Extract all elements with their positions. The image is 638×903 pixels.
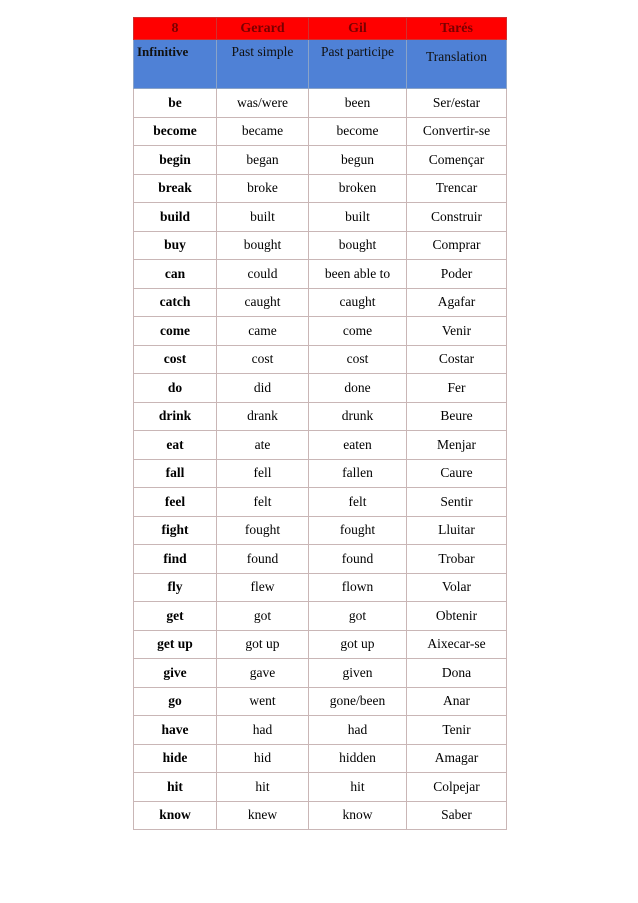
cell-past-simple: caught: [217, 288, 309, 317]
cell-infinitive: drink: [134, 402, 217, 431]
table-row: [134, 602, 507, 631]
cell-past-simple: could: [217, 260, 309, 289]
table-row: [134, 231, 507, 260]
table-row: [134, 630, 507, 659]
cell-translation: Comprar: [407, 231, 507, 260]
cell-translation: Ser/estar: [407, 89, 507, 118]
irregular-verbs-table: [133, 17, 507, 830]
title-row: [134, 18, 507, 40]
cell-past-participle: got up: [309, 630, 407, 659]
cell-past-participle: begun: [309, 146, 407, 175]
cell-translation: Lluitar: [407, 516, 507, 545]
cell-past-simple: broke: [217, 174, 309, 203]
cell-translation: Començar: [407, 146, 507, 175]
cell-infinitive: cost: [134, 345, 217, 374]
cell-past-simple: fell: [217, 459, 309, 488]
title-cell-surname-1: Gil: [309, 18, 407, 40]
cell-past-participle: drunk: [309, 402, 407, 431]
cell-past-participle: been: [309, 89, 407, 118]
cell-infinitive: come: [134, 317, 217, 346]
cell-past-simple: found: [217, 545, 309, 574]
cell-past-simple: got: [217, 602, 309, 631]
cell-infinitive: buy: [134, 231, 217, 260]
cell-infinitive: know: [134, 801, 217, 830]
table-row: [134, 488, 507, 517]
table-row: [134, 801, 507, 830]
cell-past-simple: fought: [217, 516, 309, 545]
cell-past-simple: came: [217, 317, 309, 346]
cell-past-participle: felt: [309, 488, 407, 517]
cell-past-simple: ate: [217, 431, 309, 460]
cell-translation: Costar: [407, 345, 507, 374]
cell-past-participle: given: [309, 659, 407, 688]
cell-translation: Convertir-se: [407, 117, 507, 146]
cell-infinitive: become: [134, 117, 217, 146]
cell-infinitive: hit: [134, 773, 217, 802]
cell-past-participle: been able to: [309, 260, 407, 289]
table-row: [134, 773, 507, 802]
cell-past-simple: drank: [217, 402, 309, 431]
cell-infinitive: get up: [134, 630, 217, 659]
cell-past-simple: knew: [217, 801, 309, 830]
cell-translation: Fer: [407, 374, 507, 403]
cell-infinitive: break: [134, 174, 217, 203]
cell-translation: Trencar: [407, 174, 507, 203]
column-header-row: [134, 40, 507, 89]
cell-past-participle: caught: [309, 288, 407, 317]
cell-translation: Poder: [407, 260, 507, 289]
cell-infinitive: fly: [134, 573, 217, 602]
cell-past-participle: bought: [309, 231, 407, 260]
cell-past-participle: know: [309, 801, 407, 830]
cell-past-simple: flew: [217, 573, 309, 602]
cell-translation: Caure: [407, 459, 507, 488]
cell-infinitive: fight: [134, 516, 217, 545]
cell-translation: Tenir: [407, 716, 507, 745]
cell-past-simple: built: [217, 203, 309, 232]
cell-past-participle: found: [309, 545, 407, 574]
cell-past-simple: hit: [217, 773, 309, 802]
table-row: [134, 117, 507, 146]
table-row: [134, 516, 507, 545]
cell-past-simple: did: [217, 374, 309, 403]
cell-past-participle: hit: [309, 773, 407, 802]
cell-past-simple: became: [217, 117, 309, 146]
table-row: [134, 260, 507, 289]
table-row: [134, 89, 507, 118]
cell-translation: Agafar: [407, 288, 507, 317]
table-row: [134, 174, 507, 203]
cell-past-participle: flown: [309, 573, 407, 602]
cell-past-simple: had: [217, 716, 309, 745]
cell-past-simple: went: [217, 687, 309, 716]
cell-past-participle: had: [309, 716, 407, 745]
table-row: [134, 659, 507, 688]
cell-past-participle: broken: [309, 174, 407, 203]
title-cell-first-name: Gerard: [217, 18, 309, 40]
cell-past-participle: built: [309, 203, 407, 232]
cell-past-participle: gone/been: [309, 687, 407, 716]
table-row: [134, 402, 507, 431]
cell-past-participle: cost: [309, 345, 407, 374]
table-row: [134, 573, 507, 602]
header-translation: Translation: [407, 40, 507, 89]
cell-infinitive: get: [134, 602, 217, 631]
cell-translation: Dona: [407, 659, 507, 688]
cell-past-participle: eaten: [309, 431, 407, 460]
table-row: [134, 687, 507, 716]
cell-infinitive: can: [134, 260, 217, 289]
cell-past-participle: hidden: [309, 744, 407, 773]
irregular-verbs-document: [133, 17, 506, 830]
cell-translation: Colpejar: [407, 773, 507, 802]
cell-translation: Construir: [407, 203, 507, 232]
cell-infinitive: feel: [134, 488, 217, 517]
header-infinitive: Infinitive: [134, 40, 217, 89]
header-past-participle: Past participe: [309, 40, 407, 89]
cell-infinitive: give: [134, 659, 217, 688]
table-row: [134, 345, 507, 374]
cell-translation: Trobar: [407, 545, 507, 574]
table-row: [134, 716, 507, 745]
cell-infinitive: build: [134, 203, 217, 232]
cell-translation: Aixecar-se: [407, 630, 507, 659]
cell-translation: Amagar: [407, 744, 507, 773]
table-row: [134, 744, 507, 773]
cell-past-participle: fallen: [309, 459, 407, 488]
cell-past-simple: gave: [217, 659, 309, 688]
cell-past-simple: was/were: [217, 89, 309, 118]
cell-infinitive: catch: [134, 288, 217, 317]
cell-past-participle: done: [309, 374, 407, 403]
table-row: [134, 288, 507, 317]
title-cell-number: 8: [134, 18, 217, 40]
title-cell-surname-2: Tarés: [407, 18, 507, 40]
table-row: [134, 431, 507, 460]
header-past-simple: Past simple: [217, 40, 309, 89]
cell-past-simple: got up: [217, 630, 309, 659]
cell-translation: Obtenir: [407, 602, 507, 631]
cell-past-simple: bought: [217, 231, 309, 260]
cell-past-participle: got: [309, 602, 407, 631]
cell-infinitive: have: [134, 716, 217, 745]
cell-translation: Saber: [407, 801, 507, 830]
cell-past-participle: fought: [309, 516, 407, 545]
table-row: [134, 459, 507, 488]
cell-infinitive: fall: [134, 459, 217, 488]
cell-translation: Volar: [407, 573, 507, 602]
table-row: [134, 317, 507, 346]
cell-translation: Sentir: [407, 488, 507, 517]
table-row: [134, 545, 507, 574]
table-row: [134, 203, 507, 232]
cell-infinitive: hide: [134, 744, 217, 773]
cell-infinitive: be: [134, 89, 217, 118]
cell-infinitive: go: [134, 687, 217, 716]
cell-infinitive: do: [134, 374, 217, 403]
cell-translation: Beure: [407, 402, 507, 431]
cell-past-simple: cost: [217, 345, 309, 374]
cell-past-participle: become: [309, 117, 407, 146]
cell-past-simple: began: [217, 146, 309, 175]
cell-past-simple: hid: [217, 744, 309, 773]
cell-infinitive: find: [134, 545, 217, 574]
cell-translation: Anar: [407, 687, 507, 716]
cell-past-participle: come: [309, 317, 407, 346]
table-row: [134, 146, 507, 175]
cell-infinitive: begin: [134, 146, 217, 175]
cell-translation: Menjar: [407, 431, 507, 460]
cell-translation: Venir: [407, 317, 507, 346]
cell-infinitive: eat: [134, 431, 217, 460]
table-row: [134, 374, 507, 403]
cell-past-simple: felt: [217, 488, 309, 517]
